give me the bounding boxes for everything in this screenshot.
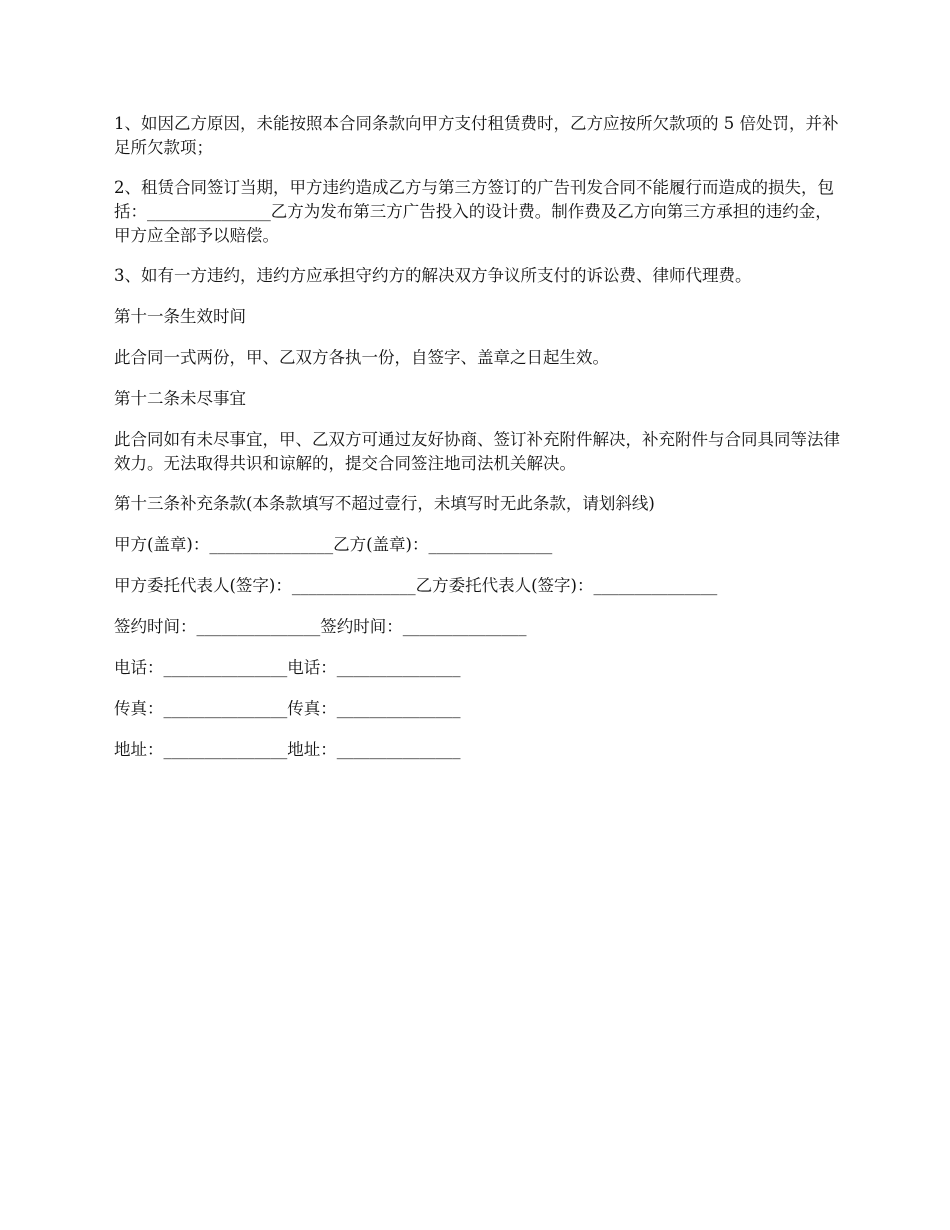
phone-line: 电话：_______________电话：_______________ [114, 658, 461, 677]
address-line: 地址：_______________地址：_______________ [114, 740, 461, 759]
document-page [114, 112, 842, 779]
clause-penalty-late-payment: 1、如因乙方原因，未能按照本合同条款向甲方支付租赁费时，乙方应按所欠款项的 5 倍处罚，并补足所欠款项； [114, 114, 839, 157]
signature-representative-line: 甲方委托代表人(签字)：_______________乙方委托代表人(签字)：_______________ [114, 576, 718, 595]
heading-article-12: 第十二条未尽事宜 [114, 389, 246, 408]
article-12-text: 此合同如有未尽事宜，甲、乙双方可通过友好协商、签订补充附件解决，补充附件与合同具同等法律效力。无法取得共识和谅解的，提交合同签注地司法机关解决。 [114, 430, 840, 473]
clause-compensation-losses: 2、租赁合同签订当期，甲方违约造成乙方与第三方签订的广告刊发合同不能履行而造成的损失，包括：_______________乙方为发布第三方广告投入的设计费。制作费及乙方向第三方承担的违约金，甲方应全部予以赔偿。 [114, 178, 834, 245]
signing-date-line: 签约时间：_______________签约时间：_______________ [114, 617, 527, 636]
clause-litigation-costs: 3、如有一方违约，违约方应承担守约方的解决双方争议所支付的诉讼费、律师代理费。 [114, 266, 752, 285]
article-11-text: 此合同一式两份，甲、乙双方各执一份，自签字、盖章之日起生效。 [114, 348, 609, 367]
signature-seal-line: 甲方(盖章)：_______________乙方(盖章)：_______________ [114, 535, 553, 554]
heading-article-13: 第十三条补充条款(本条款填写不超过壹行，未填写时无此条款，请划斜线) [114, 494, 655, 513]
fax-line: 传真：_______________传真：_______________ [114, 699, 461, 718]
heading-article-11: 第十一条生效时间 [114, 307, 246, 326]
